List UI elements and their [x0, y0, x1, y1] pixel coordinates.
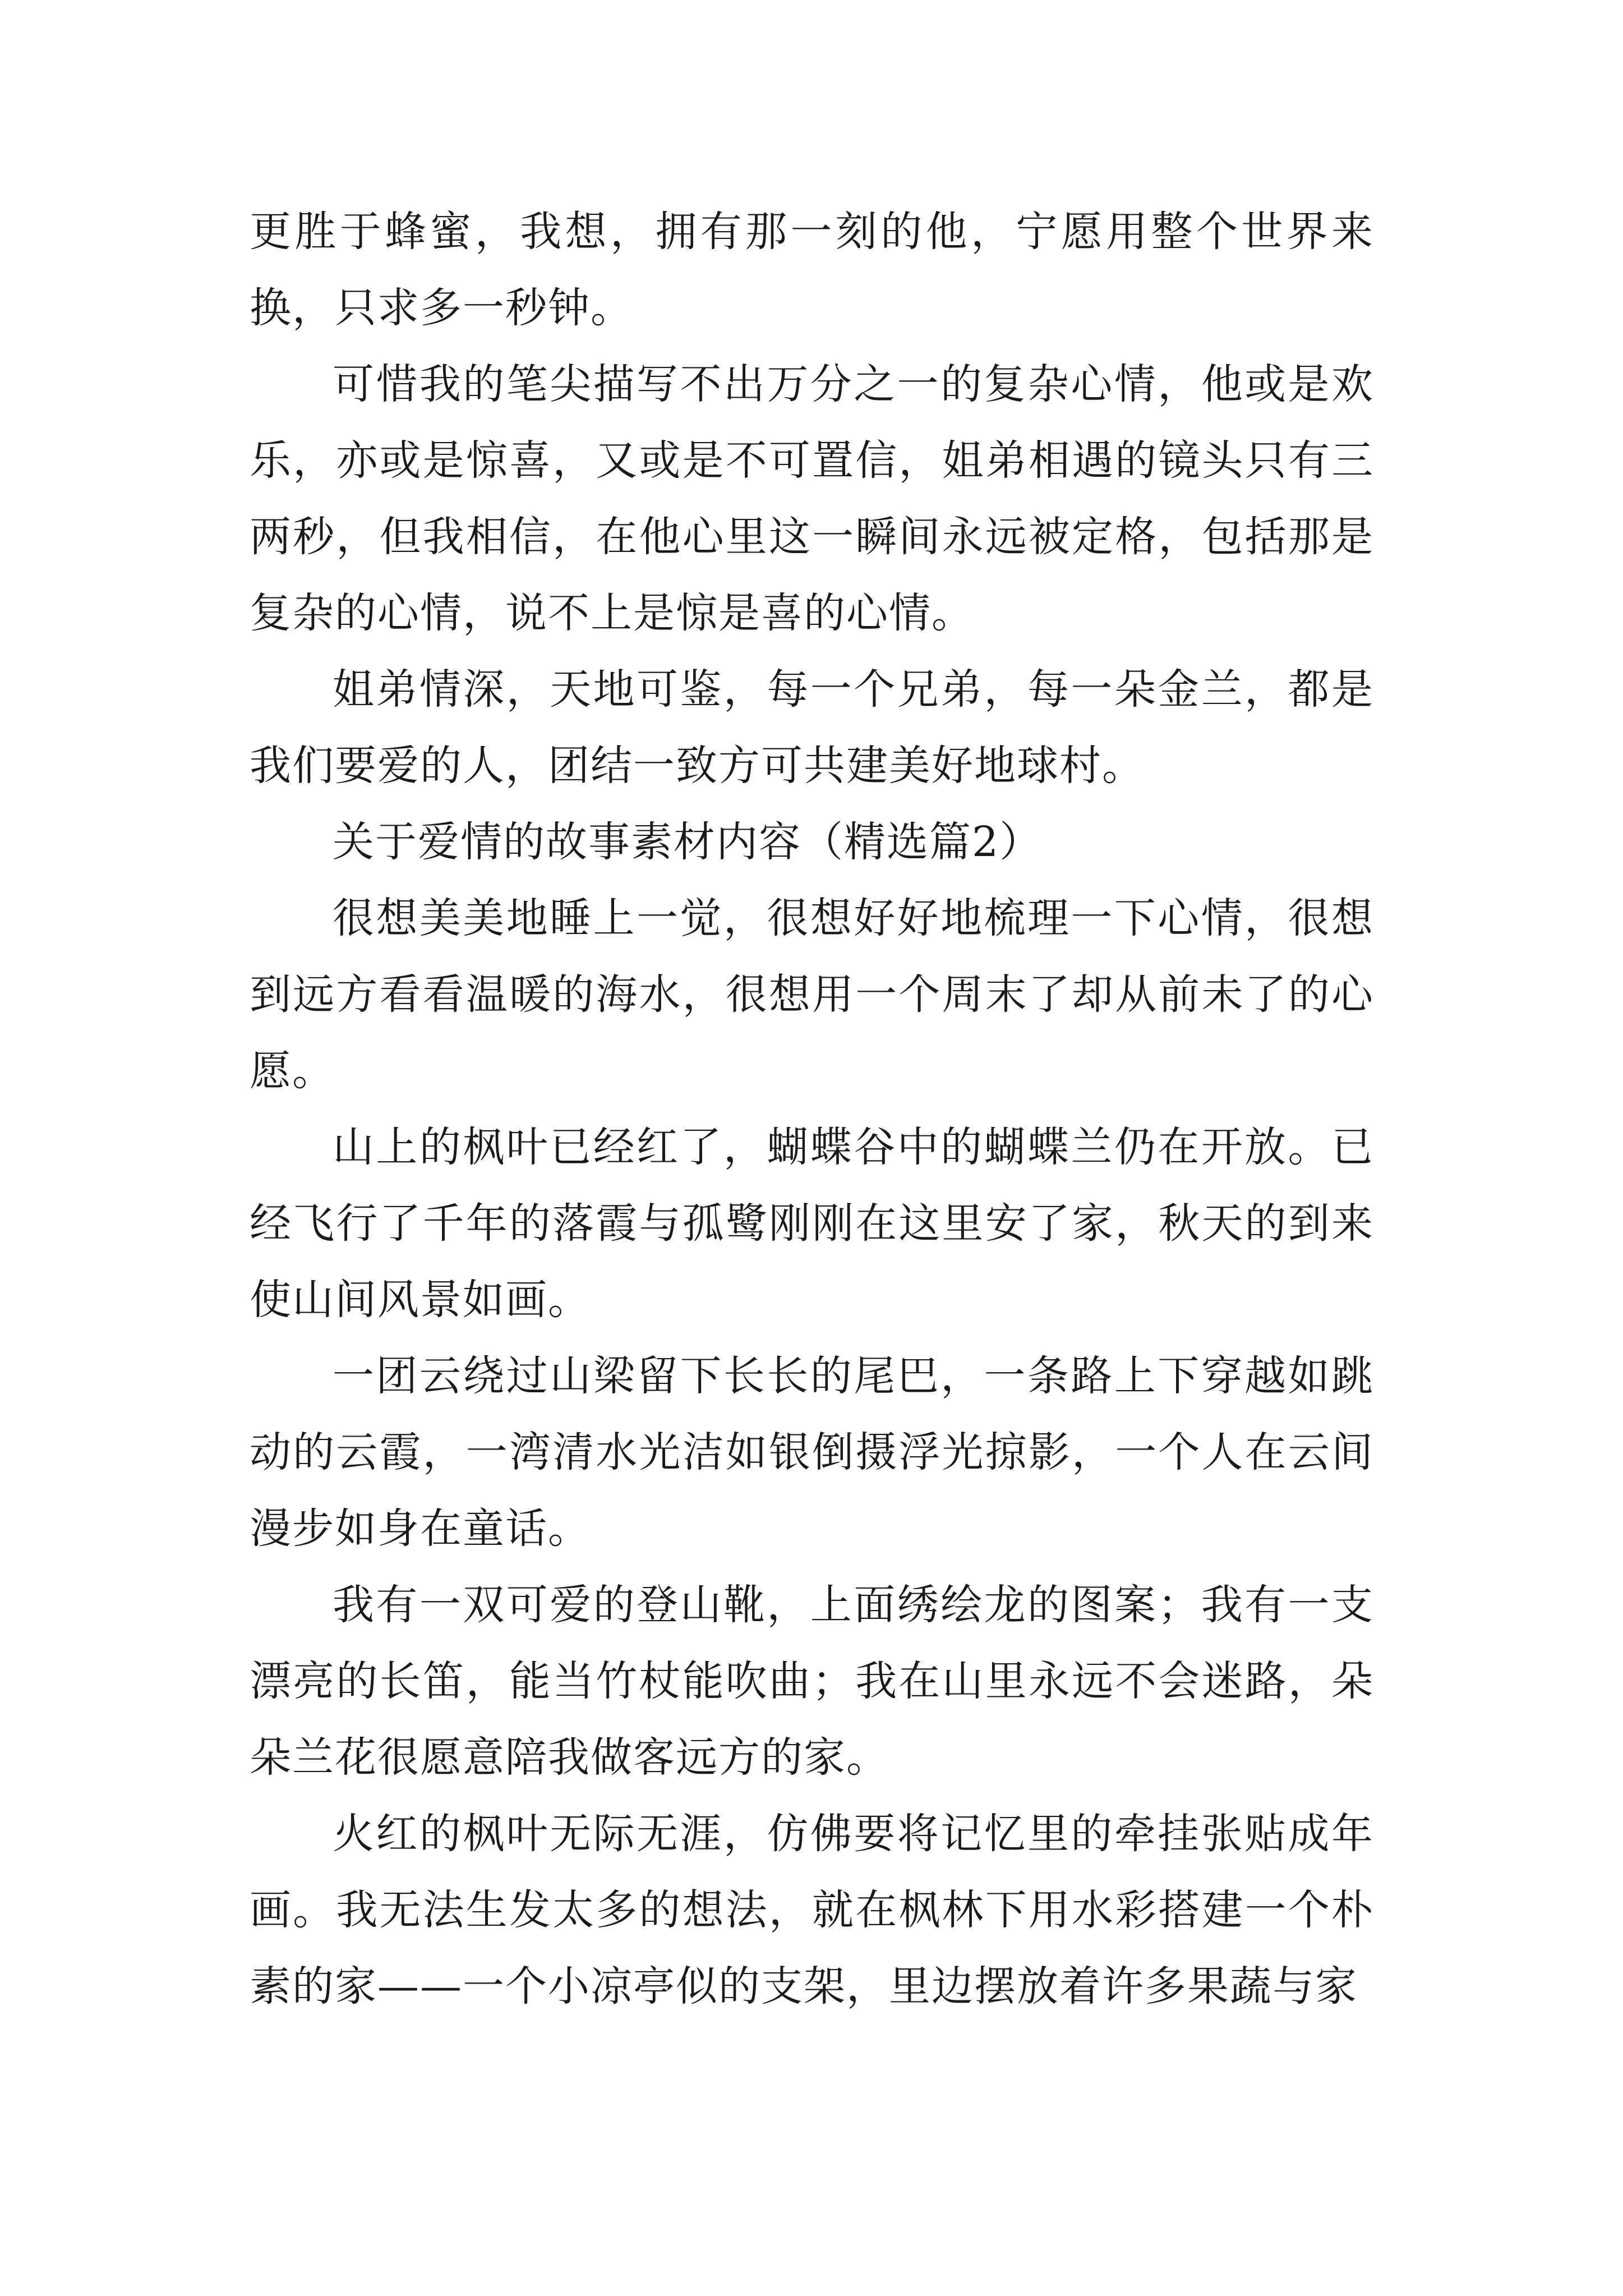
paragraph-2: 可惜我的笔尖描写不出万分之一的复杂心情，他或是欢乐，亦或是惊喜，又或是不可置信，姐弟相遇的镜头只有三两秒，但我相信，在他心里这一瞬间永远被定格，包括那是复杂的心情，说不上是惊是喜的心情。: [250, 360, 1374, 637]
paragraph-6: 一团云绕过山梁留下长长的尾巴，一条路上下穿越如跳动的云霞，一湾清水光洁如银倒摄浮光掠影，一个人在云间漫步如身在童话。: [250, 1352, 1374, 1553]
paragraph-8: 火红的枫叶无际无涯，仿佛要将记忆里的牵挂张贴成年画。我无法生发太多的想法，就在枫林下用水彩搭建一个朴素的家——一个小凉亭似的支架，里边摆放着许多果蔬与家: [250, 1810, 1374, 2010]
document-body: [250, 194, 1374, 2024]
paragraph-5: 山上的枫叶已经红了，蝴蝶谷中的蝴蝶兰仍在开放。已经飞行了千年的落霞与孤鹭刚刚在这里安了家，秋天的到来使山间风景如画。: [250, 1123, 1374, 1324]
paragraph-7: 我有一双可爱的登山靴，上面绣绘龙的图案；我有一支漂亮的长笛，能当竹杖能吹曲；我在山里永远不会迷路，朵朵兰花很愿意陪我做客远方的家。: [250, 1581, 1374, 1782]
paragraph-1: 更胜于蜂蜜，我想，拥有那一刻的他，宁愿用整个世界来换，只求多一秒钟。: [250, 208, 1374, 332]
paragraph-4: 很想美美地睡上一觉，很想好好地梳理一下心情，很想到远方看看温暖的海水，很想用一个周末了却从前未了的心愿。: [250, 894, 1374, 1095]
section-heading: 关于爱情的故事素材内容（精选篇2）: [333, 818, 1043, 866]
paragraph-3: 姐弟情深，天地可鉴，每一个兄弟，每一朵金兰，都是我们要爱的人，团结一致方可共建美好地球村。: [250, 665, 1374, 790]
